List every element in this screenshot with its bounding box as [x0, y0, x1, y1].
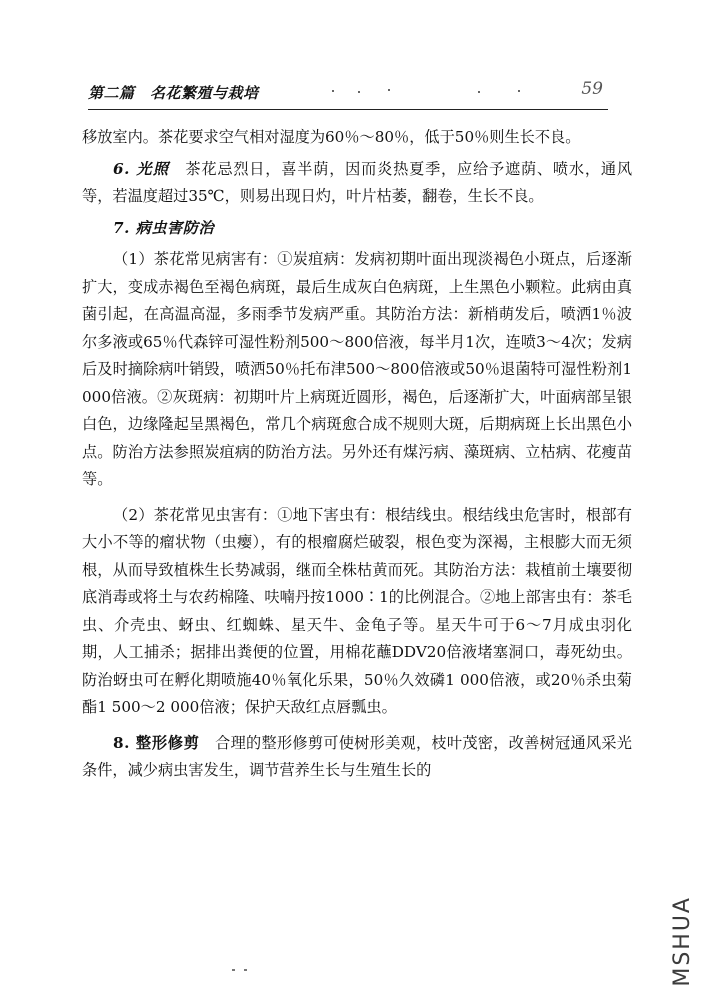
section-heading-pests: 7. 病虫害防治 — [113, 218, 215, 237]
scan-speck — [518, 90, 520, 92]
paragraph-pruning — [82, 730, 632, 785]
paragraph-diseases: （1）茶花常见病害有：①炭疽病：发病初期叶面出现淡褐色小斑点，后逐渐扩大，变成赤褐色至褐色病斑，最后生成灰白色病斑，上生黑色小颗粒。此病由真菌引起，在高温高湿，多雨季节发病严重。其防治方法：新梢萌发后，喷洒1％波尔多液或65％代森锌可湿性粉剂500～800倍液，每半月1次，连喷3～4次；发病后及时摘除病叶销毁，喷洒50％托布津500～800倍液或50％退菌特可湿性粉剂1 000倍液。②灰斑病：初期叶片上病斑近圆形，褐色，后逐渐扩大，叶面病部呈银白色，边缘隆起呈黑褐色，常几个病斑愈合成不规则大斑，后期病斑上长出黑色小点。防治方法参照炭疽病的防治方法。另外还有煤污病、藻斑病、立枯病、花瘦苗等。 — [82, 250, 632, 488]
scan-speck — [388, 89, 390, 91]
paragraph-pest-heading — [82, 215, 632, 243]
header-rule — [88, 109, 608, 110]
running-header — [88, 79, 603, 112]
scan-speck — [358, 91, 360, 93]
scan-speck — [232, 969, 235, 971]
paragraph-pruning-text: 合理的整形修剪可使树形美观，枝叶茂密，改善树冠通风采光条件，减少病虫害发生，调节营养生长与生殖生长的 — [82, 733, 632, 779]
paragraph-light — [82, 156, 632, 211]
scan-speck — [478, 91, 480, 93]
section-heading-pruning: 8. 整形修剪 — [113, 733, 200, 752]
chapter-title: 第二篇 名花繁殖与栽培 — [88, 84, 259, 102]
paragraph-humidity: 移放室内。茶花要求空气相对湿度为60％～80％，低于50％则生长不良。 — [82, 128, 581, 146]
paragraph-insects: （2）茶花常见虫害有：①地下害虫有：根结线虫。根结线虫危害时，根部有大小不等的瘤状物（虫瘿），有的根瘤腐烂破裂，根色变为深褐，主根膨大而无须根，从而导致植株生长势减弱，继而全株枯黄而死。其防治方法：栽植前土壤要彻底消毒或将土与农药棉隆、呋喃丹按1000∶1的比例混合。②地上部害虫有：茶毛虫、介壳虫、蚜虫、红蜘蛛、星天牛、金龟子等。星天牛可于6～7月成虫羽化期，人工捕杀；据排出粪便的位置，用棉花蘸DDV20倍液堵塞洞口，毒死幼虫。防治蚜虫可在孵化期喷施40％氧化乐果，50％久效磷1 000倍液，或20％杀虫菊酯1 500～2 000倍液；保护天敌红点唇瓢虫。 — [82, 505, 632, 716]
body-text — [82, 124, 632, 785]
scan-speck — [332, 90, 334, 92]
paragraph-light-text: 茶花忌烈日，喜半荫，因而炎热夏季，应给予遮荫、喷水，通风等，若温度超过35℃，则易出现日灼，叶片枯萎，翻卷，生长不良。 — [82, 159, 633, 205]
watermark: MSHUA — [670, 896, 695, 987]
scan-speck — [244, 969, 247, 971]
page-number: 59 — [581, 79, 603, 99]
section-heading-light: 6. 光照 — [113, 159, 170, 178]
